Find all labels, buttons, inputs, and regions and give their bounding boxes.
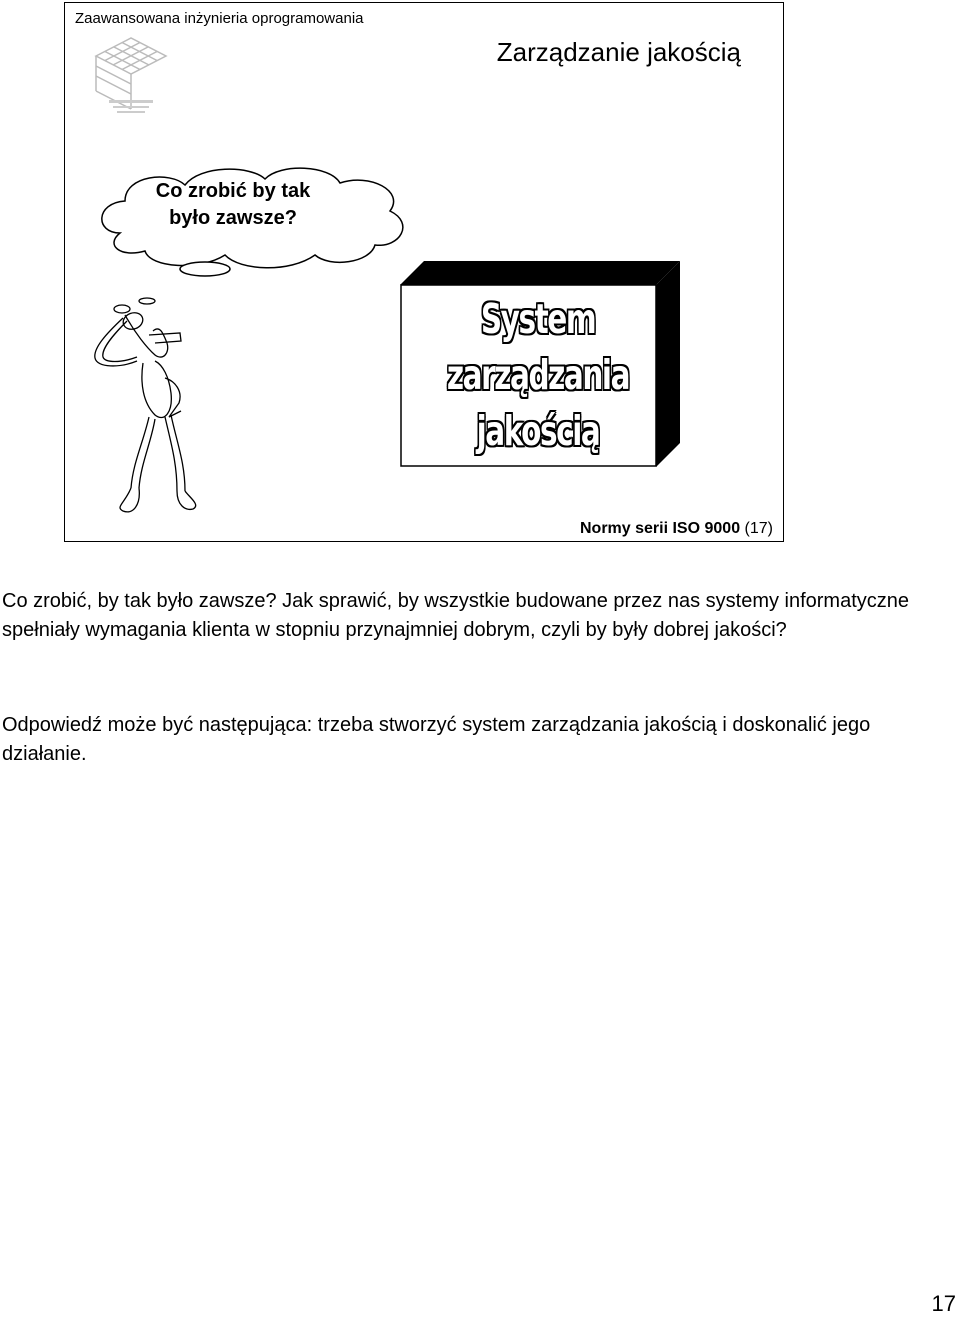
slide <box>64 2 784 542</box>
body-paragraph-2: Odpowiedź może być następująca: trzeba stworzyć system zarządzania jakością i doskonalić jego działanie. <box>2 714 871 765</box>
page-number: 17 <box>931 1291 956 1316</box>
box-line-1: System <box>480 295 596 343</box>
thought-line-2: było zawsze? <box>169 207 297 229</box>
slide-title: Zarządzanie jakością <box>496 37 741 67</box>
thought-text <box>143 178 323 232</box>
box-line-2: zarządzania <box>446 351 630 399</box>
slide-footer <box>580 520 773 538</box>
thinking-person-icon <box>85 293 245 518</box>
box-caption <box>440 291 636 459</box>
logo-icon <box>91 36 171 118</box>
course-title: Zaawansowana inżynieria oprogramowania <box>75 10 364 27</box>
footer-norm: Normy serii ISO 9000 <box>580 520 741 537</box>
box-line-3: jakością <box>476 407 600 455</box>
thought-line-1: Co zrobić by tak <box>155 180 311 202</box>
footer-number: (17) <box>744 520 773 537</box>
body-paragraph-1: Co zrobić, by tak było zawsze? Jak sprawić, by wszystkie budowane przez nas systemy informatyczne spełniały wymagania klienta w stopniu przynajmniej dobrym, czyli by były dobrej jakości? <box>2 590 910 641</box>
